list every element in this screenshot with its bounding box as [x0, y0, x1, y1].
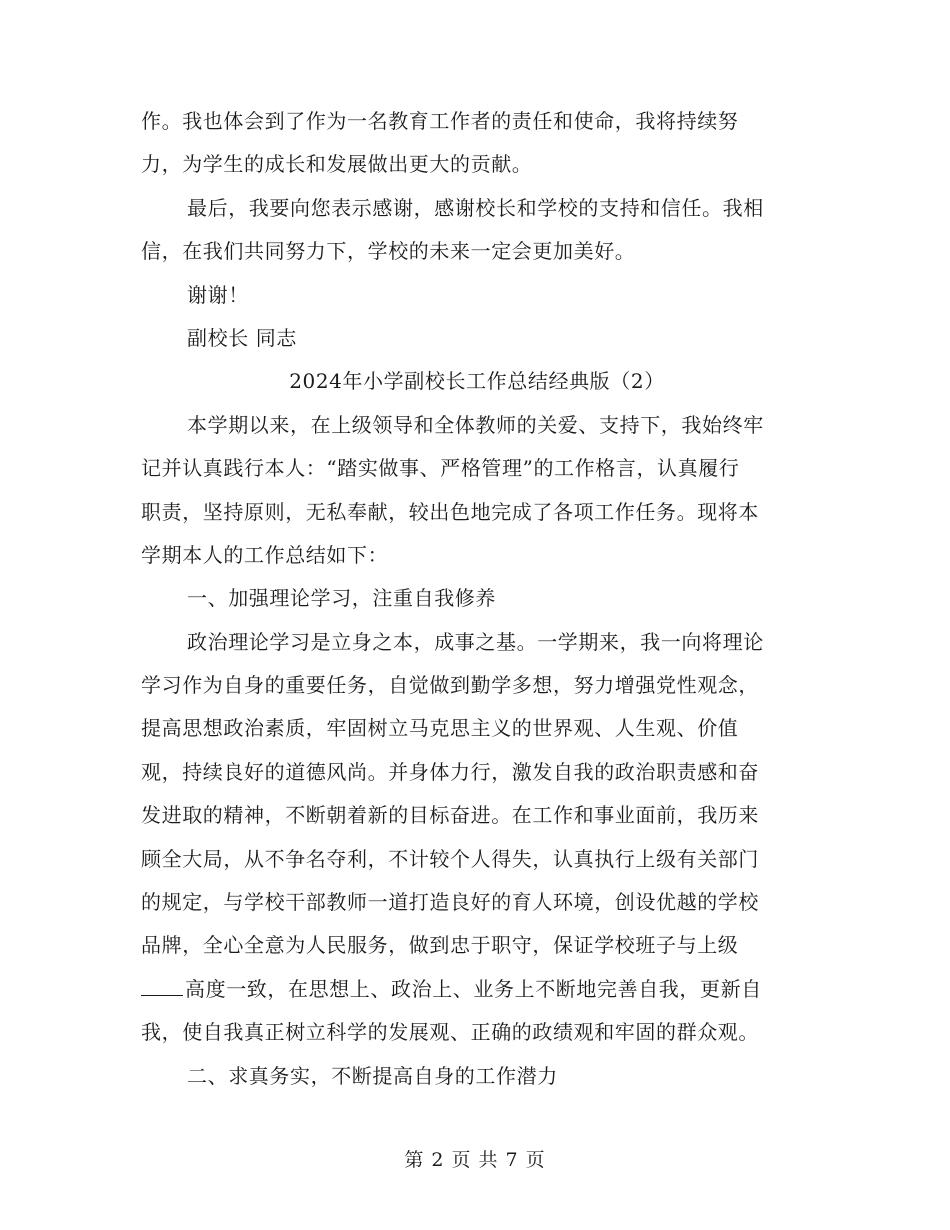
fill-in-blank [141, 969, 183, 996]
paragraph-line: 发进取的精神，不断朝着新的目标奋进。在工作和事业面前，我历来 [141, 803, 759, 828]
section-heading: 一、加强理论学习，注重自我修养 [187, 586, 496, 611]
paragraph-line: 我，使自我真正树立科学的发展观、正确的政绩观和牢固的群众观。 [141, 1020, 759, 1045]
document-body [141, 100, 813, 1098]
paragraph-line: 本学期以来，在上级领导和全体教师的关爱、支持下，我始终牢 [187, 412, 764, 437]
signature-line: 副校长 同志 [187, 325, 297, 350]
paragraph-line: 品牌，全心全意为人民服务，做到忠于职守，保证学校班子与上级 [141, 933, 739, 958]
paragraph-line-text: 高度一致，在思想上、政治上、业务上不断地完善自我，更新自 [185, 976, 762, 1001]
paragraph-line: 顾全大局，从不争名夺利，不计较个人得失，认真执行上级有关部门 [141, 846, 759, 871]
paragraph-line: 政治理论学习是立身之本，成事之基。一学期来，我一向将理论 [187, 629, 764, 654]
paragraph-line-with-blank [141, 968, 813, 1011]
paragraph-line: 观，持续良好的道德风尚。并身体力行，激发自我的政治职责感和奋 [141, 759, 759, 784]
paragraph-line: 学习作为自身的重要任务，自觉做到勤学多想，努力增强党性观念， [141, 673, 759, 698]
paragraph-line: 记并认真践行本人：“踏实做事、严格管理”的工作格言，认真履行 [141, 456, 740, 481]
paragraph-line: 力，为学生的成长和发展做出更大的贡献。 [141, 152, 533, 177]
paragraph-line: 职责，坚持原则，无私奉献，较出色地完成了各项工作任务。现将本 [141, 499, 759, 524]
paragraph-line: 最后，我要向您表示感谢，感谢校长和学校的支持和信任。我相 [187, 195, 764, 220]
section-title: 2024年小学副校长工作总结经典版（2） [289, 369, 665, 394]
paragraph-line: 学期本人的工作总结如下： [141, 542, 389, 567]
paragraph-line: 提高思想政治素质，牢固树立马克思主义的世界观、人生观、价值 [141, 716, 739, 741]
paragraph-line: 信，在我们共同努力下，学校的未来一定会更加美好。 [141, 239, 636, 264]
paragraph-line: 作。我也体会到了作为一名教育工作者的责任和使命，我将持续努 [141, 109, 739, 133]
section-heading: 二、求真务实，不断提高自身的工作潜力 [187, 1063, 558, 1088]
thanks-line: 谢谢！ [187, 282, 249, 307]
paragraph-line: 的规定，与学校干部教师一道打造良好的育人环境，创设优越的学校 [141, 890, 759, 915]
page-number-footer: 第 2 页 共 7 页 [404, 1149, 546, 1171]
